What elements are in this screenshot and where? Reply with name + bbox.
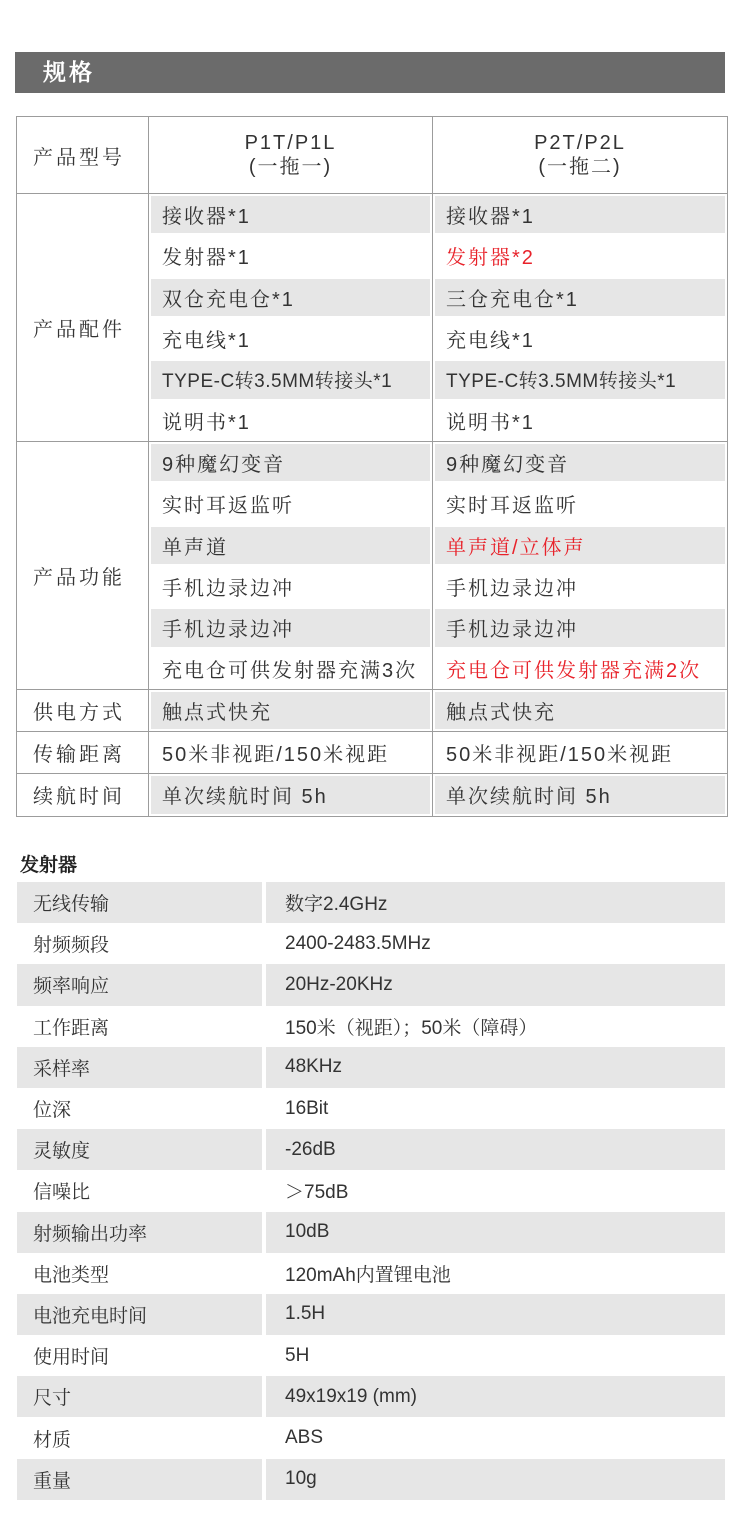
model-name: P2T/P2L [534, 132, 626, 154]
spec-row [17, 923, 725, 964]
function-text: 手机边录边冲 [446, 578, 578, 601]
accessory-cell [149, 318, 433, 359]
function-cell [149, 442, 433, 483]
battery-life-text: 单次续航时间 5h [162, 786, 328, 809]
accessory-cell [433, 359, 727, 400]
range-cell [433, 732, 727, 774]
battery-life-label: 续航时间 [33, 786, 125, 809]
accessory-text: TYPE-C转3.5MM转接头*1 [446, 371, 677, 393]
accessory-text: 发射器*1 [162, 247, 251, 270]
range-cell [149, 732, 433, 774]
spec-value: 10g [266, 1459, 725, 1500]
spec-label: 射频输出功率 [17, 1212, 262, 1253]
battery-life-cell [149, 774, 433, 816]
spec-row [17, 1170, 725, 1211]
accessory-text: 三仓充电仓*1 [446, 288, 579, 311]
spec-value: 16Bit [285, 1097, 329, 1119]
function-cell [433, 525, 727, 566]
accessory-text: 接收器*1 [446, 206, 535, 229]
function-text: 实时耳返监听 [162, 495, 294, 518]
accessories-label-cell [17, 194, 149, 442]
function-text: 单声道/立体声 [446, 536, 586, 559]
accessory-cell [149, 235, 433, 276]
accessory-cell [433, 194, 727, 235]
function-cell [433, 607, 727, 648]
accessory-cell [433, 401, 727, 442]
spec-label: 材质 [33, 1429, 72, 1451]
spec-value: 150米（视距）；50米（障碍） [285, 1017, 538, 1039]
model-label: 产品型号 [33, 146, 125, 169]
function-text: 9种魔幻变音 [446, 454, 570, 477]
spec-value: 2400-2483.5MHz [285, 932, 431, 954]
model-type: (一拖一) [248, 156, 333, 178]
spec-value: 5H [285, 1344, 310, 1366]
function-cell [433, 566, 727, 607]
range-label: 传输距离 [33, 743, 125, 766]
accessory-text: 说明书*1 [446, 412, 535, 435]
spec-value: ＞75dB [285, 1182, 349, 1204]
accessory-cell [433, 318, 727, 359]
battery-life-label-cell [17, 774, 149, 816]
range-text: 50米非视距/150米视距 [162, 743, 390, 766]
spec-row [17, 964, 725, 1005]
power-text: 触点式快充 [162, 701, 272, 724]
spec-label: 频率响应 [17, 964, 262, 1005]
spec-value: 120mAh内置锂电池 [285, 1264, 451, 1286]
spec-label: 尺寸 [17, 1376, 262, 1417]
function-cell [149, 607, 433, 648]
spec-label: 工作距离 [33, 1017, 110, 1039]
function-text: 单声道 [162, 536, 228, 559]
function-cell [149, 566, 433, 607]
accessory-cell [149, 277, 433, 318]
spec-row [17, 1294, 725, 1335]
function-text: 手机边录边冲 [446, 619, 578, 642]
function-cell [433, 483, 727, 524]
model-type: (一拖二) [538, 156, 622, 178]
accessory-text: 接收器*1 [162, 206, 251, 229]
power-label: 供电方式 [33, 701, 125, 724]
accessory-cell [149, 194, 433, 235]
accessories-label: 产品配件 [33, 318, 125, 341]
spec-label: 灵敏度 [17, 1129, 262, 1170]
spec-row [17, 1376, 725, 1417]
function-cell [433, 442, 727, 483]
accessory-text: 说明书*1 [162, 412, 251, 435]
power-cell [433, 690, 727, 732]
model-name: P1T/P1L [244, 132, 337, 154]
section-header-bar [15, 52, 725, 93]
battery-life-cell [433, 774, 727, 816]
model-label-cell [17, 117, 149, 194]
spec-row [17, 1006, 725, 1047]
model-column-2-header [433, 117, 727, 194]
function-text: 手机边录边冲 [162, 619, 294, 642]
function-cell [149, 483, 433, 524]
transmitter-title: 发射器 [20, 855, 78, 876]
spec-row [17, 882, 725, 923]
spec-value: 20Hz-20KHz [266, 964, 725, 1005]
section-title: 规格 [43, 59, 95, 85]
function-text: 充电仓可供发射器充满2次 [446, 660, 702, 683]
accessory-text: 充电线*1 [162, 330, 251, 353]
function-cell [433, 649, 727, 690]
functions-label-cell [17, 442, 149, 690]
spec-row [17, 1335, 725, 1376]
comparison-table [17, 117, 727, 816]
accessory-text: 发射器*2 [446, 247, 535, 270]
accessory-text: TYPE-C转3.5MM转接头*1 [162, 371, 393, 393]
spec-label: 采样率 [17, 1047, 262, 1088]
range-text: 50米非视距/150米视距 [446, 743, 674, 766]
spec-value: 48KHz [266, 1047, 725, 1088]
spec-row [17, 1129, 725, 1170]
function-text: 实时耳返监听 [446, 495, 578, 518]
function-cell [149, 525, 433, 566]
function-text: 充电仓可供发射器充满3次 [162, 660, 418, 683]
accessory-cell [149, 359, 433, 400]
spec-row [17, 1088, 725, 1129]
spec-value: 1.5H [266, 1294, 725, 1335]
spec-value: 10dB [266, 1212, 725, 1253]
spec-label: 电池类型 [33, 1264, 110, 1286]
spec-row [17, 1047, 725, 1088]
spec-label: 电池充电时间 [17, 1294, 262, 1335]
spec-label: 无线传输 [17, 882, 262, 923]
model-column-1-header [149, 117, 433, 194]
power-text: 触点式快充 [446, 701, 556, 724]
function-text: 9种魔幻变音 [162, 454, 286, 477]
spec-value: -26dB [266, 1129, 725, 1170]
functions-label: 产品功能 [33, 566, 125, 589]
spec-label: 射频频段 [33, 935, 110, 957]
spec-row [17, 1212, 725, 1253]
transmitter-spec-table [17, 882, 725, 1500]
spec-value: 数字2.4GHz [266, 882, 725, 923]
function-text: 手机边录边冲 [162, 578, 294, 601]
spec-label: 信噪比 [33, 1182, 91, 1204]
accessory-cell [433, 277, 727, 318]
power-label-cell [17, 690, 149, 732]
spec-label: 重量 [17, 1459, 262, 1500]
range-label-cell [17, 732, 149, 774]
accessory-text: 双仓充电仓*1 [162, 288, 295, 311]
accessory-cell [149, 401, 433, 442]
accessory-cell [433, 235, 727, 276]
function-cell [149, 649, 433, 690]
power-cell [149, 690, 433, 732]
spec-value: ABS [285, 1427, 324, 1449]
spec-value: 49x19x19 (mm) [266, 1376, 725, 1417]
spec-row [17, 1459, 725, 1500]
spec-row [17, 1417, 725, 1458]
accessory-text: 充电线*1 [446, 330, 535, 353]
battery-life-text: 单次续航时间 5h [446, 786, 612, 809]
spec-label: 位深 [33, 1100, 72, 1122]
spec-row [17, 1253, 725, 1294]
spec-label: 使用时间 [33, 1347, 110, 1369]
